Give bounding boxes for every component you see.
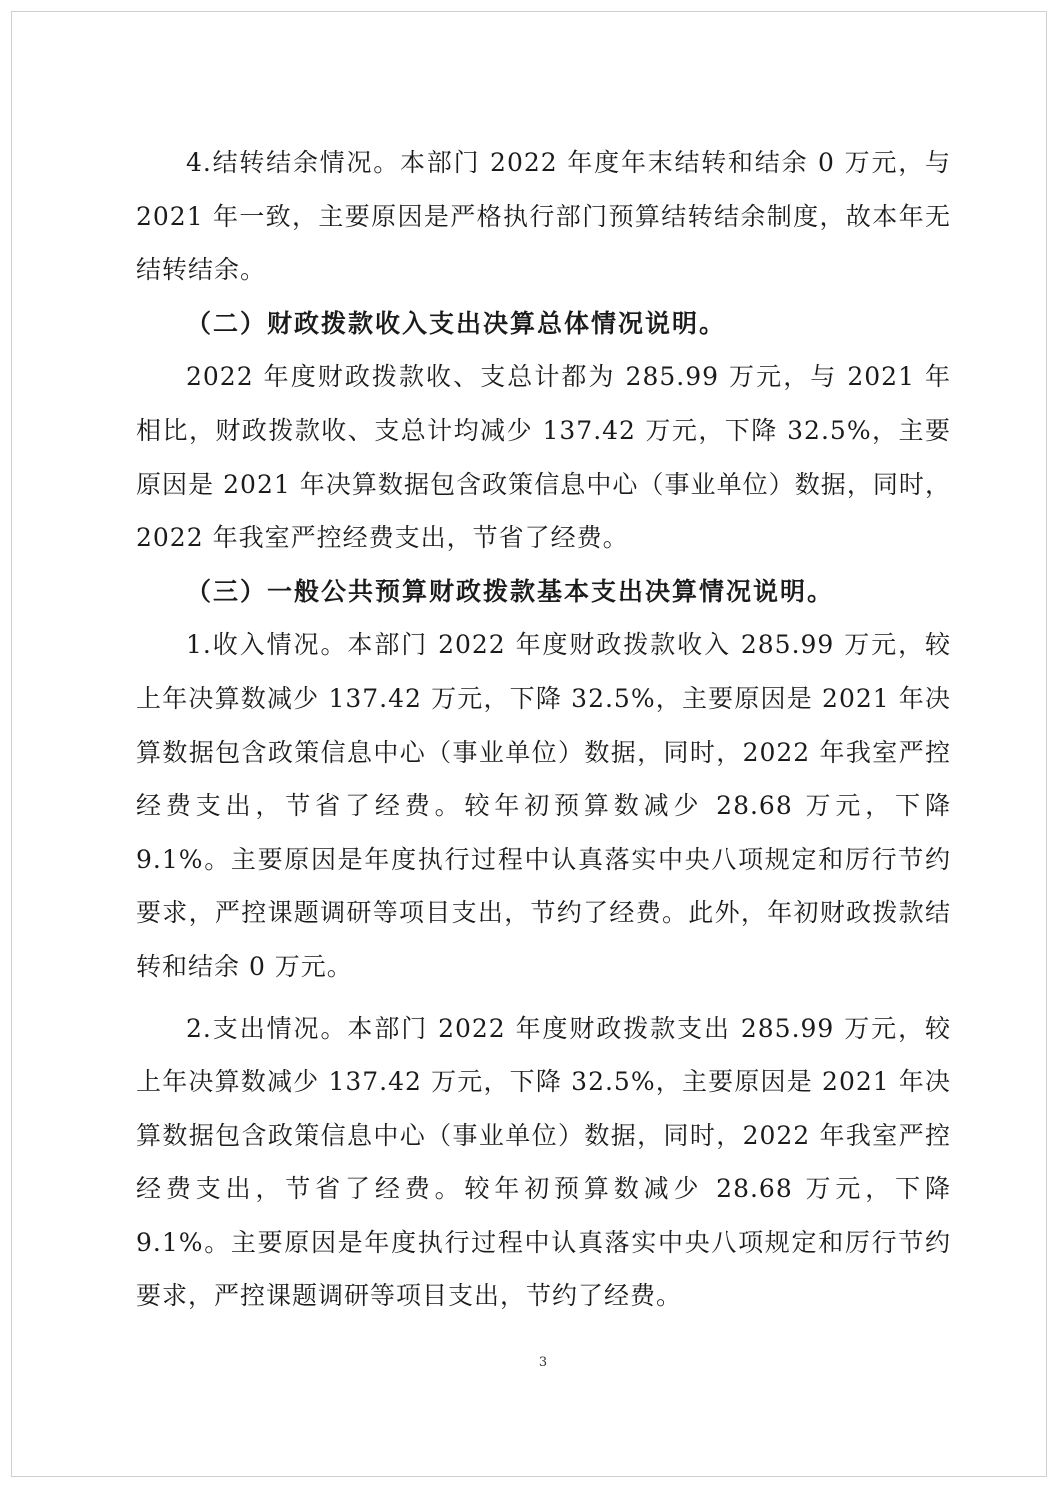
page-number: 3	[538, 1355, 548, 1370]
paragraph-income: 1.收入情况。本部门 2022 年度财政拨款收入 285.99 万元，较上年决算数减少 137.42 万元，下降 32.5%，主要原因是 2021 年决算数据包含政策信息中心（事业单位）数据，同时，2022 年我室严控经费支出，节省了经费。较年初预算数减少 28.68 万元，下降 9.1%。主要原因是年度执行过程中认真落实中央八项规定和厉行节约要求，严控课题调研等项目支出，节约了经费。此外，年初财政拨款结转和结余 0 万元。	[136, 630, 951, 981]
paragraph-fiscal-overall: 2022 年度财政拨款收、支总计都为 285.99 万元，与 2021 年相比，财政拨款收、支总计均减少 137.42 万元，下降 32.5%，主要原因是 2021 年决算数据包含政策信息中心（事业单位）数据，同时，2022 年我室严控经费支出，节省了经费。	[136, 362, 951, 553]
section-heading-fiscal-overall: （二）财政拨款收入支出决算总体情况说明。	[186, 308, 727, 338]
paragraph-carryover: 4.结转结余情况。本部门 2022 年度年末结转和结余 0 万元，与 2021 年一致，主要原因是严格执行部门预算结转结余制度，故本年无结转结余。	[136, 148, 951, 285]
paragraph-expense: 2.支出情况。本部门 2022 年度财政拨款支出 285.99 万元，较上年决算数减少 137.42 万元，下降 32.5%，主要原因是 2021 年决算数据包含政策信息中心（事业单位）数据，同时，2022 年我室严控经费支出，节省了经费。较年初预算数减少 28.68 万元，下降 9.1%。主要原因是年度执行过程中认真落实中央八项规定和厉行节约要求，严控课题调研等项目支出，节约了经费。	[136, 1013, 951, 1311]
section-heading-basic-expenditure: （三）一般公共预算财政拨款基本支出决算情况说明。	[186, 576, 835, 606]
document-body	[136, 136, 951, 1323]
